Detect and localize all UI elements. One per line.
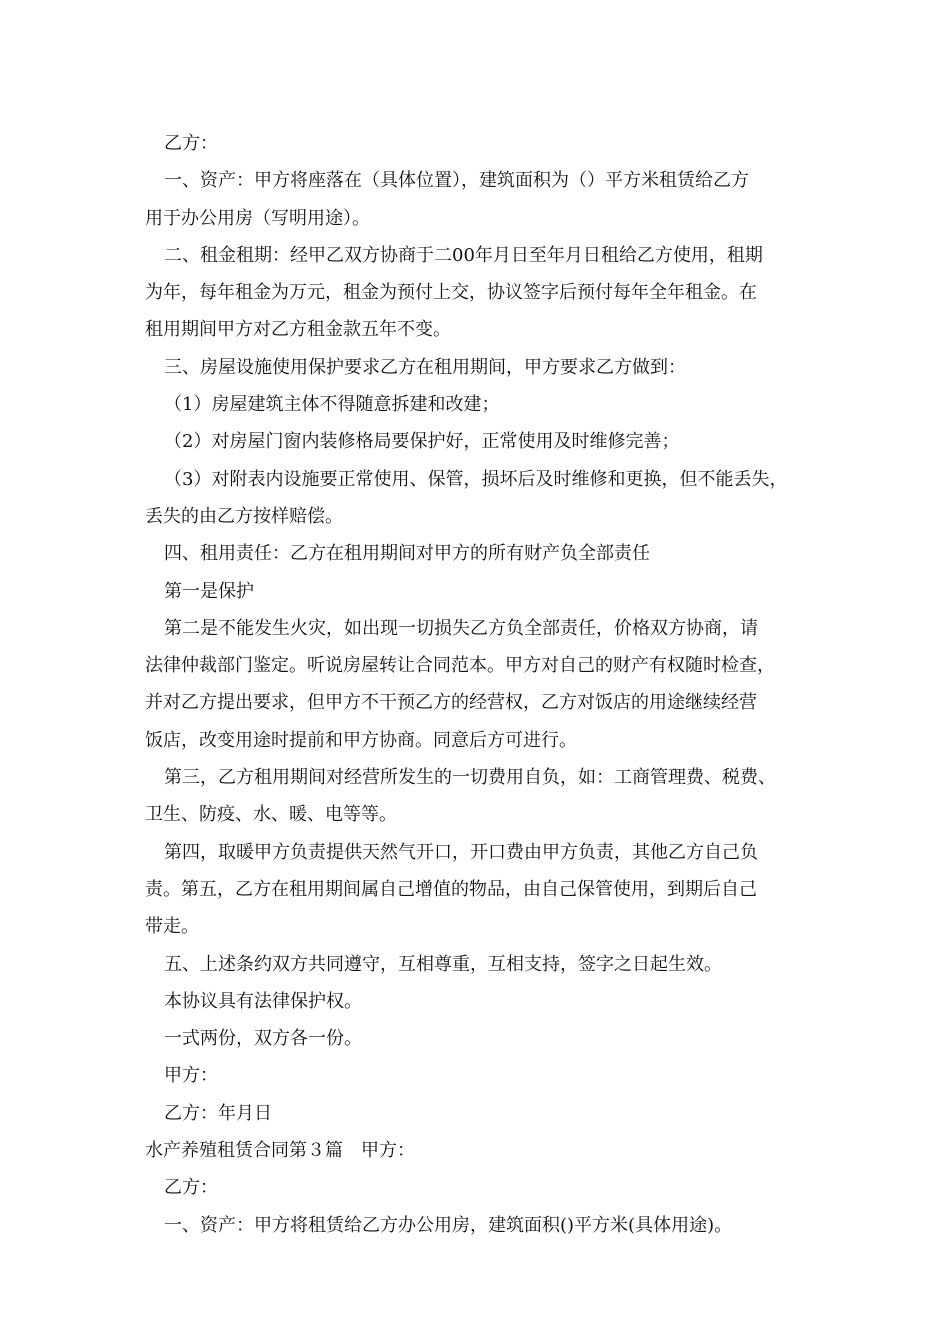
clause-assets-line-1: 一、资产：甲方将座落在（具体位置），建筑面积为（）平方米租赁给乙方 (164, 170, 749, 192)
next-party-b-line: 乙方： (164, 1177, 218, 1199)
contract-text (145, 125, 825, 1244)
clause-facilities-line: 三、房屋设施使用保护要求乙方在租用期间，甲方要求乙方做到： (164, 356, 686, 378)
copies-line: 一式两份，双方各一份。 (164, 1028, 362, 1050)
liability-second-line-4: 饭店，改变用途时提前和甲方协商。同意后方可进行。 (145, 729, 577, 751)
liability-second-line-2: 法律仲裁部门鉴定。听说房屋转让合同范本。甲方对自己的财产有权随时检查， (145, 655, 775, 677)
clause-rent-line-2: 为年，每年租金为万元，租金为预付上交，协议签字后预付每年全年租金。在 (145, 282, 757, 304)
clause-assets-line-2: 用于办公用房（写明用途）。 (145, 207, 370, 229)
facilities-item-3-line-2: 丢失的由乙方按样赔偿。 (145, 505, 343, 527)
next-clause-assets-line: 一、资产：甲方将租赁给乙方办公用房，建筑面积()平方米(具体用途)。 (164, 1214, 733, 1236)
party-a-signature: 甲方： (164, 1065, 218, 1087)
party-b-signature: 乙方：年月日 (164, 1102, 272, 1124)
clause-rent-line-3: 租用期间甲方对乙方租金款五年不变。 (145, 319, 451, 341)
party-b-line: 乙方： (164, 133, 218, 154)
liability-fourth-line-1: 第四，取暖甲方负责提供天然气开口，开口费由甲方负责，其他乙方自己负 (164, 841, 758, 863)
clause-effect-line: 五、上述条约双方共同遵守，互相尊重，互相支持，签字之日起生效。 (164, 953, 722, 975)
clause-liability-line: 四、租用责任：乙方在租用期间对甲方的所有财产负全部责任 (164, 543, 650, 565)
liability-fourth-line-2: 责。第五，乙方在租用期间属自己增值的物品，由自己保管使用，到期后自己 (145, 878, 757, 900)
facilities-item-1: （1）房屋建筑主体不得随意拆建和改建； (164, 394, 500, 416)
next-contract-heading: 水产养殖租赁合同第３篇 甲方： (145, 1140, 415, 1162)
liability-third-line-1: 第三，乙方租用期间对经营所发生的一切费用自负，如：工商管理费、税费、 (164, 767, 776, 789)
clause-rent-line-1: 二、租金租期：经甲乙双方协商于二00年月日至年月日租给乙方使用，租期 (164, 244, 763, 266)
liability-fourth-line-3: 带走。 (145, 916, 199, 938)
facilities-item-2: （2）对房屋门窗内装修格局要保护好，正常使用及时维修完善； (164, 431, 680, 453)
liability-first: 第一是保护 (164, 580, 254, 602)
liability-third-line-2: 卫生、防疫、水、暖、电等等。 (145, 804, 397, 826)
facilities-item-3-line-1: （3）对附表内设施要正常使用、保管，损坏后及时维修和更换，但不能丢失， (164, 468, 788, 490)
legal-protection-line: 本协议具有法律保护权。 (164, 990, 362, 1012)
liability-second-line-3: 并对乙方提出要求，但甲方不干预乙方的经营权，乙方对饭店的用途继续经营 (145, 692, 757, 714)
liability-second-line-1: 第二是不能发生火灾，如出现一切损失乙方负全部责任，价格双方协商，请 (164, 617, 758, 639)
